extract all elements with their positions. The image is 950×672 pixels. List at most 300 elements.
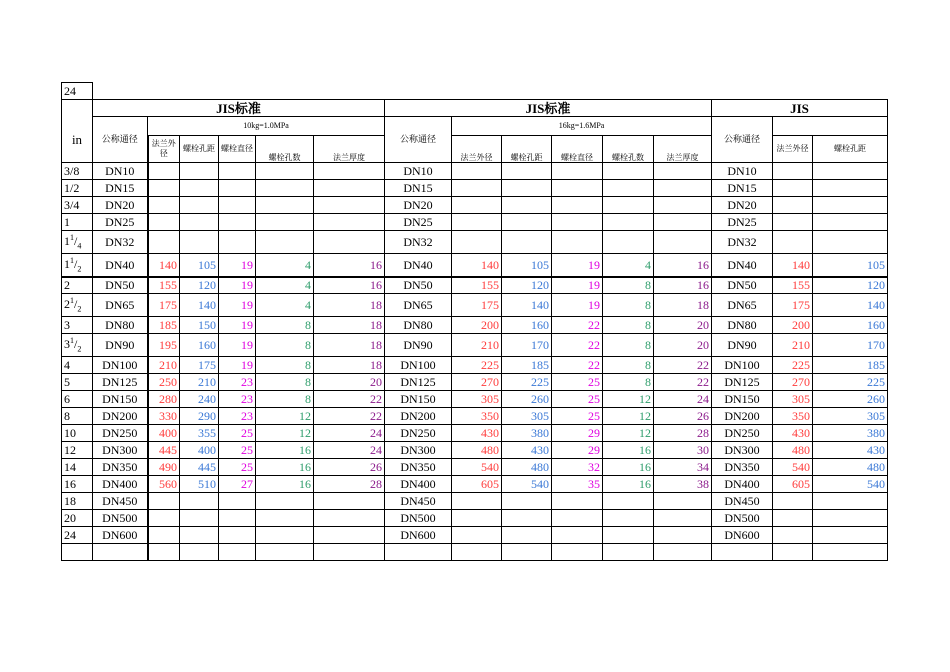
- empty-cell[interactable]: [93, 544, 148, 561]
- b1-value-cell[interactable]: 155: [148, 277, 180, 294]
- dn-cell[interactable]: DN600: [93, 527, 148, 544]
- dn-cell[interactable]: DN15: [93, 180, 148, 197]
- b1-value-cell[interactable]: [256, 527, 314, 544]
- dn-cell[interactable]: DN90: [385, 334, 452, 357]
- b1-value-cell[interactable]: 4: [256, 294, 314, 317]
- block1-pressure[interactable]: 10kg=1.0MPa: [148, 117, 385, 136]
- b1-value-cell[interactable]: [219, 214, 256, 231]
- dn-cell[interactable]: DN50: [385, 277, 452, 294]
- empty-cell[interactable]: [552, 544, 603, 561]
- b2-value-cell[interactable]: 430: [502, 442, 552, 459]
- b1-value-cell[interactable]: [219, 197, 256, 214]
- inch-size-cell[interactable]: [62, 214, 93, 231]
- b2-value-cell[interactable]: 8: [603, 277, 654, 294]
- b1-value-cell[interactable]: 25: [219, 425, 256, 442]
- b1-value-cell[interactable]: [148, 231, 180, 254]
- b3-value-cell[interactable]: 480: [773, 442, 813, 459]
- b1-value-cell[interactable]: [314, 493, 385, 510]
- b1-value-cell[interactable]: 8: [256, 334, 314, 357]
- b2-value-cell[interactable]: 8: [603, 374, 654, 391]
- b1-value-cell[interactable]: [256, 180, 314, 197]
- b2-value-cell[interactable]: 160: [502, 317, 552, 334]
- b1-value-cell[interactable]: 8: [256, 317, 314, 334]
- b1-value-cell[interactable]: [314, 214, 385, 231]
- b1-value-cell[interactable]: [180, 180, 219, 197]
- b3-col-od[interactable]: 法兰外径: [773, 136, 813, 163]
- b2-value-cell[interactable]: [603, 527, 654, 544]
- b3-value-cell[interactable]: [813, 180, 888, 197]
- inch-size-cell[interactable]: [62, 442, 93, 459]
- b2-value-cell[interactable]: [552, 510, 603, 527]
- b1-value-cell[interactable]: 560: [148, 476, 180, 493]
- b2-value-cell[interactable]: 22: [552, 334, 603, 357]
- b2-value-cell[interactable]: [452, 180, 502, 197]
- b2-value-cell[interactable]: 38: [654, 476, 712, 493]
- dn-cell[interactable]: DN10: [712, 163, 773, 180]
- inch-size-cell[interactable]: [62, 510, 93, 527]
- b3-value-cell[interactable]: 540: [813, 476, 888, 493]
- b2-value-cell[interactable]: 16: [603, 459, 654, 476]
- b1-value-cell[interactable]: [256, 510, 314, 527]
- b1-value-cell[interactable]: [148, 510, 180, 527]
- b1-value-cell[interactable]: 23: [219, 408, 256, 425]
- inch-size-cell[interactable]: [62, 425, 93, 442]
- dn-cell[interactable]: DN300: [712, 442, 773, 459]
- b2-value-cell[interactable]: 16: [603, 476, 654, 493]
- b1-value-cell[interactable]: 8: [256, 391, 314, 408]
- b1-value-cell[interactable]: [180, 231, 219, 254]
- b1-value-cell[interactable]: [180, 163, 219, 180]
- b2-value-cell[interactable]: [452, 493, 502, 510]
- b1-value-cell[interactable]: [256, 163, 314, 180]
- dn-cell[interactable]: DN250: [385, 425, 452, 442]
- corner-cell[interactable]: 24: [62, 83, 93, 100]
- b2-value-cell[interactable]: 20: [654, 317, 712, 334]
- b1-value-cell[interactable]: 4: [256, 277, 314, 294]
- b2-value-cell[interactable]: [452, 527, 502, 544]
- b1-value-cell[interactable]: 18: [314, 357, 385, 374]
- dn-cell[interactable]: DN90: [712, 334, 773, 357]
- b2-value-cell[interactable]: [502, 163, 552, 180]
- dn-cell[interactable]: DN15: [385, 180, 452, 197]
- empty-cell[interactable]: [654, 544, 712, 561]
- b2-value-cell[interactable]: [502, 493, 552, 510]
- b3-value-cell[interactable]: [813, 197, 888, 214]
- empty-cell[interactable]: [712, 544, 773, 561]
- b2-value-cell[interactable]: 22: [552, 357, 603, 374]
- b1-value-cell[interactable]: 280: [148, 391, 180, 408]
- b1-value-cell[interactable]: 195: [148, 334, 180, 357]
- inch-size-cell[interactable]: [62, 163, 93, 180]
- dn-cell[interactable]: DN400: [712, 476, 773, 493]
- b2-col-thickness[interactable]: 法兰厚度: [654, 136, 712, 163]
- b1-value-cell[interactable]: 445: [148, 442, 180, 459]
- b1-col-bolt-count[interactable]: 螺栓孔数: [256, 136, 314, 163]
- dn-cell[interactable]: DN40: [712, 254, 773, 277]
- b3-value-cell[interactable]: 105: [813, 254, 888, 277]
- b2-col-bolt-count[interactable]: 螺栓孔数: [603, 136, 654, 163]
- b3-value-cell[interactable]: [813, 527, 888, 544]
- inch-size-cell[interactable]: [62, 408, 93, 425]
- b1-value-cell[interactable]: 120: [180, 277, 219, 294]
- b2-value-cell[interactable]: [603, 231, 654, 254]
- b3-value-cell[interactable]: [813, 163, 888, 180]
- b2-value-cell[interactable]: 350: [452, 408, 502, 425]
- b2-value-cell[interactable]: 19: [552, 294, 603, 317]
- b3-value-cell[interactable]: [813, 510, 888, 527]
- dn-cell[interactable]: DN125: [93, 374, 148, 391]
- b2-col-bolt-dia[interactable]: 螺栓直径: [552, 136, 603, 163]
- b2-value-cell[interactable]: 18: [654, 294, 712, 317]
- inch-size-cell[interactable]: [62, 476, 93, 493]
- b2-value-cell[interactable]: 22: [552, 317, 603, 334]
- dn-cell[interactable]: DN50: [93, 277, 148, 294]
- dn-cell[interactable]: DN200: [385, 408, 452, 425]
- b1-value-cell[interactable]: 290: [180, 408, 219, 425]
- dn-cell[interactable]: DN65: [93, 294, 148, 317]
- b3-value-cell[interactable]: 270: [773, 374, 813, 391]
- b1-value-cell[interactable]: 16: [256, 459, 314, 476]
- b1-value-cell[interactable]: 330: [148, 408, 180, 425]
- b2-value-cell[interactable]: 16: [603, 442, 654, 459]
- b1-value-cell[interactable]: 175: [148, 294, 180, 317]
- b1-value-cell[interactable]: [148, 214, 180, 231]
- b1-value-cell[interactable]: [148, 197, 180, 214]
- b1-value-cell[interactable]: 445: [180, 459, 219, 476]
- b2-value-cell[interactable]: 34: [654, 459, 712, 476]
- empty-cell[interactable]: [773, 544, 813, 561]
- inch-size-cell[interactable]: [62, 459, 93, 476]
- b2-value-cell[interactable]: 140: [502, 294, 552, 317]
- b2-value-cell[interactable]: 155: [452, 277, 502, 294]
- b1-value-cell[interactable]: 20: [314, 374, 385, 391]
- b1-value-cell[interactable]: 19: [219, 317, 256, 334]
- b3-value-cell[interactable]: 260: [813, 391, 888, 408]
- b2-value-cell[interactable]: 16: [654, 254, 712, 277]
- b3-value-cell[interactable]: [813, 231, 888, 254]
- empty-cell[interactable]: [385, 544, 452, 561]
- b2-value-cell[interactable]: [502, 527, 552, 544]
- b1-value-cell[interactable]: 26: [314, 459, 385, 476]
- b3-value-cell[interactable]: [773, 163, 813, 180]
- dn-cell[interactable]: DN350: [93, 459, 148, 476]
- b1-value-cell[interactable]: 150: [180, 317, 219, 334]
- b1-value-cell[interactable]: 240: [180, 391, 219, 408]
- b1-value-cell[interactable]: 140: [148, 254, 180, 277]
- b2-value-cell[interactable]: [552, 493, 603, 510]
- block2-title[interactable]: JIS标准: [385, 100, 712, 117]
- b1-value-cell[interactable]: 400: [148, 425, 180, 442]
- b2-value-cell[interactable]: 120: [502, 277, 552, 294]
- b2-value-cell[interactable]: [452, 163, 502, 180]
- b1-value-cell[interactable]: 8: [256, 374, 314, 391]
- b2-value-cell[interactable]: 12: [603, 391, 654, 408]
- b2-value-cell[interactable]: [502, 197, 552, 214]
- b1-value-cell[interactable]: [148, 163, 180, 180]
- b1-value-cell[interactable]: 12: [256, 408, 314, 425]
- inch-size-cell[interactable]: [62, 357, 93, 374]
- b3-value-cell[interactable]: 380: [813, 425, 888, 442]
- b3-value-cell[interactable]: 170: [813, 334, 888, 357]
- b1-value-cell[interactable]: [314, 527, 385, 544]
- b1-value-cell[interactable]: 185: [148, 317, 180, 334]
- b1-value-cell[interactable]: 23: [219, 374, 256, 391]
- b2-value-cell[interactable]: [552, 231, 603, 254]
- dn-cell[interactable]: DN40: [93, 254, 148, 277]
- b1-value-cell[interactable]: 25: [219, 459, 256, 476]
- b1-value-cell[interactable]: 250: [148, 374, 180, 391]
- inch-size-cell[interactable]: [62, 374, 93, 391]
- b2-value-cell[interactable]: [603, 163, 654, 180]
- b1-value-cell[interactable]: 490: [148, 459, 180, 476]
- dn-cell[interactable]: DN250: [93, 425, 148, 442]
- block2-nominal-header[interactable]: 公称通径: [385, 117, 452, 163]
- b1-value-cell[interactable]: [314, 231, 385, 254]
- inch-size-cell[interactable]: [62, 277, 93, 294]
- b2-value-cell[interactable]: 480: [502, 459, 552, 476]
- b2-value-cell[interactable]: [603, 493, 654, 510]
- b2-value-cell[interactable]: 225: [452, 357, 502, 374]
- empty-cell[interactable]: [219, 544, 256, 561]
- dn-cell[interactable]: DN20: [385, 197, 452, 214]
- b2-value-cell[interactable]: [502, 180, 552, 197]
- b1-value-cell[interactable]: 12: [256, 425, 314, 442]
- b2-value-cell[interactable]: [654, 214, 712, 231]
- b2-value-cell[interactable]: 305: [452, 391, 502, 408]
- b3-value-cell[interactable]: [813, 493, 888, 510]
- b2-value-cell[interactable]: 210: [452, 334, 502, 357]
- dn-cell[interactable]: DN200: [93, 408, 148, 425]
- b1-value-cell[interactable]: 25: [219, 442, 256, 459]
- dn-cell[interactable]: DN400: [385, 476, 452, 493]
- dn-cell[interactable]: DN32: [93, 231, 148, 254]
- dn-cell[interactable]: DN40: [385, 254, 452, 277]
- b1-value-cell[interactable]: [180, 527, 219, 544]
- b2-value-cell[interactable]: 8: [603, 294, 654, 317]
- dn-cell[interactable]: DN300: [93, 442, 148, 459]
- b2-value-cell[interactable]: [552, 527, 603, 544]
- block3-nominal-header[interactable]: 公称通径: [712, 117, 773, 163]
- b3-value-cell[interactable]: 155: [773, 277, 813, 294]
- b3-value-cell[interactable]: [773, 180, 813, 197]
- b3-value-cell[interactable]: [773, 231, 813, 254]
- b1-value-cell[interactable]: [148, 527, 180, 544]
- b1-value-cell[interactable]: 16: [256, 442, 314, 459]
- b1-value-cell[interactable]: 140: [180, 294, 219, 317]
- b3-value-cell[interactable]: [773, 493, 813, 510]
- block1-nominal-header[interactable]: 公称通径: [93, 117, 148, 163]
- empty-cell[interactable]: [452, 544, 502, 561]
- b1-value-cell[interactable]: [256, 231, 314, 254]
- b2-value-cell[interactable]: [654, 180, 712, 197]
- inch-size-cell[interactable]: [62, 197, 93, 214]
- b2-value-cell[interactable]: [452, 510, 502, 527]
- dn-cell[interactable]: DN200: [712, 408, 773, 425]
- b1-value-cell[interactable]: 355: [180, 425, 219, 442]
- dn-cell[interactable]: DN20: [93, 197, 148, 214]
- b1-value-cell[interactable]: 19: [219, 334, 256, 357]
- dn-cell[interactable]: DN32: [712, 231, 773, 254]
- b2-value-cell[interactable]: 4: [603, 254, 654, 277]
- dn-cell[interactable]: DN125: [712, 374, 773, 391]
- b3-value-cell[interactable]: [773, 527, 813, 544]
- b1-value-cell[interactable]: [219, 180, 256, 197]
- inch-size-cell[interactable]: [62, 391, 93, 408]
- dn-cell[interactable]: DN350: [385, 459, 452, 476]
- b1-value-cell[interactable]: 22: [314, 408, 385, 425]
- b2-value-cell[interactable]: [654, 231, 712, 254]
- dn-cell[interactable]: DN90: [93, 334, 148, 357]
- empty-cell[interactable]: [813, 544, 888, 561]
- block3-title[interactable]: JIS: [712, 100, 888, 117]
- empty-cell[interactable]: [256, 544, 314, 561]
- inch-column-header[interactable]: in: [62, 117, 93, 163]
- b1-value-cell[interactable]: 22: [314, 391, 385, 408]
- dn-cell[interactable]: DN80: [712, 317, 773, 334]
- b2-value-cell[interactable]: [603, 180, 654, 197]
- b1-value-cell[interactable]: [314, 197, 385, 214]
- b1-value-cell[interactable]: [219, 231, 256, 254]
- b1-value-cell[interactable]: [180, 510, 219, 527]
- b2-value-cell[interactable]: [452, 214, 502, 231]
- b1-value-cell[interactable]: [219, 527, 256, 544]
- b2-value-cell[interactable]: [654, 493, 712, 510]
- empty-cell[interactable]: [62, 544, 93, 561]
- dn-cell[interactable]: DN150: [93, 391, 148, 408]
- b1-value-cell[interactable]: 16: [256, 476, 314, 493]
- dn-cell[interactable]: DN150: [712, 391, 773, 408]
- b1-value-cell[interactable]: [314, 163, 385, 180]
- b1-value-cell[interactable]: 210: [148, 357, 180, 374]
- b1-value-cell[interactable]: 8: [256, 357, 314, 374]
- dn-cell[interactable]: DN50: [712, 277, 773, 294]
- b1-value-cell[interactable]: [314, 510, 385, 527]
- b2-value-cell[interactable]: 8: [603, 334, 654, 357]
- b2-value-cell[interactable]: 225: [502, 374, 552, 391]
- b2-value-cell[interactable]: 32: [552, 459, 603, 476]
- dn-cell[interactable]: DN450: [93, 493, 148, 510]
- dn-cell[interactable]: DN500: [385, 510, 452, 527]
- b1-value-cell[interactable]: 105: [180, 254, 219, 277]
- b2-value-cell[interactable]: [552, 180, 603, 197]
- inch-size-cell[interactable]: [62, 294, 93, 317]
- b2-value-cell[interactable]: 605: [452, 476, 502, 493]
- dn-cell[interactable]: DN400: [93, 476, 148, 493]
- dn-cell[interactable]: DN65: [385, 294, 452, 317]
- b3-value-cell[interactable]: 350: [773, 408, 813, 425]
- b2-value-cell[interactable]: 25: [552, 408, 603, 425]
- empty-cell[interactable]: [148, 544, 180, 561]
- b2-value-cell[interactable]: [654, 163, 712, 180]
- b2-value-cell[interactable]: 28: [654, 425, 712, 442]
- b2-value-cell[interactable]: 16: [654, 277, 712, 294]
- b2-col-od[interactable]: 法兰外径: [452, 136, 502, 163]
- b2-value-cell[interactable]: 480: [452, 442, 502, 459]
- dn-cell[interactable]: DN350: [712, 459, 773, 476]
- dn-cell[interactable]: DN300: [385, 442, 452, 459]
- dn-cell[interactable]: DN450: [712, 493, 773, 510]
- block2-pressure[interactable]: 16kg=1.6MPa: [452, 117, 712, 136]
- b2-value-cell[interactable]: 105: [502, 254, 552, 277]
- b3-value-cell[interactable]: 225: [773, 357, 813, 374]
- dn-cell[interactable]: DN250: [712, 425, 773, 442]
- b1-value-cell[interactable]: 510: [180, 476, 219, 493]
- b3-value-cell[interactable]: [773, 197, 813, 214]
- b3-value-cell[interactable]: 480: [813, 459, 888, 476]
- inch-size-cell[interactable]: [62, 334, 93, 357]
- inch-size-cell[interactable]: [62, 231, 93, 254]
- b2-value-cell[interactable]: 540: [502, 476, 552, 493]
- b3-value-cell[interactable]: 430: [813, 442, 888, 459]
- dn-cell[interactable]: DN450: [385, 493, 452, 510]
- b3-value-cell[interactable]: [773, 510, 813, 527]
- b3-value-cell[interactable]: 605: [773, 476, 813, 493]
- b3-value-cell[interactable]: 175: [773, 294, 813, 317]
- dn-cell[interactable]: DN10: [385, 163, 452, 180]
- dn-cell[interactable]: DN65: [712, 294, 773, 317]
- inch-size-cell[interactable]: [62, 180, 93, 197]
- b1-value-cell[interactable]: [148, 493, 180, 510]
- b2-value-cell[interactable]: 19: [552, 254, 603, 277]
- b2-value-cell[interactable]: 185: [502, 357, 552, 374]
- b1-value-cell[interactable]: 19: [219, 254, 256, 277]
- empty-cell[interactable]: [314, 544, 385, 561]
- b1-value-cell[interactable]: [180, 214, 219, 231]
- b2-value-cell[interactable]: [452, 231, 502, 254]
- b2-value-cell[interactable]: 26: [654, 408, 712, 425]
- b1-value-cell[interactable]: 19: [219, 277, 256, 294]
- b3-value-cell[interactable]: 305: [773, 391, 813, 408]
- b2-value-cell[interactable]: 12: [603, 425, 654, 442]
- dn-cell[interactable]: DN80: [385, 317, 452, 334]
- dn-cell[interactable]: DN600: [385, 527, 452, 544]
- b1-col-thickness[interactable]: 法兰厚度: [314, 136, 385, 163]
- b2-value-cell[interactable]: 29: [552, 442, 603, 459]
- dn-cell[interactable]: DN32: [385, 231, 452, 254]
- b1-value-cell[interactable]: 18: [314, 334, 385, 357]
- b1-value-cell[interactable]: [219, 510, 256, 527]
- inch-size-cell[interactable]: [62, 527, 93, 544]
- b2-value-cell[interactable]: [552, 214, 603, 231]
- b1-value-cell[interactable]: [314, 180, 385, 197]
- b2-value-cell[interactable]: 380: [502, 425, 552, 442]
- b2-value-cell[interactable]: 170: [502, 334, 552, 357]
- dn-cell[interactable]: DN500: [712, 510, 773, 527]
- dn-cell[interactable]: DN15: [712, 180, 773, 197]
- dn-cell[interactable]: DN25: [93, 214, 148, 231]
- b3-value-cell[interactable]: [813, 214, 888, 231]
- b1-value-cell[interactable]: 19: [219, 357, 256, 374]
- b3-value-cell[interactable]: 185: [813, 357, 888, 374]
- b3-value-cell[interactable]: 540: [773, 459, 813, 476]
- b2-value-cell[interactable]: [552, 163, 603, 180]
- b2-value-cell[interactable]: [603, 214, 654, 231]
- b2-value-cell[interactable]: 200: [452, 317, 502, 334]
- b1-value-cell[interactable]: [256, 197, 314, 214]
- b3-value-cell[interactable]: 200: [773, 317, 813, 334]
- b2-value-cell[interactable]: [502, 214, 552, 231]
- b2-value-cell[interactable]: [654, 510, 712, 527]
- b2-value-cell[interactable]: 20: [654, 334, 712, 357]
- b1-value-cell[interactable]: 4: [256, 254, 314, 277]
- b1-col-pcd[interactable]: 螺栓孔距: [180, 136, 219, 163]
- b3-value-cell[interactable]: 160: [813, 317, 888, 334]
- dn-cell[interactable]: DN20: [712, 197, 773, 214]
- b1-value-cell[interactable]: [256, 493, 314, 510]
- b2-value-cell[interactable]: 260: [502, 391, 552, 408]
- b1-value-cell[interactable]: 28: [314, 476, 385, 493]
- dn-cell[interactable]: DN100: [93, 357, 148, 374]
